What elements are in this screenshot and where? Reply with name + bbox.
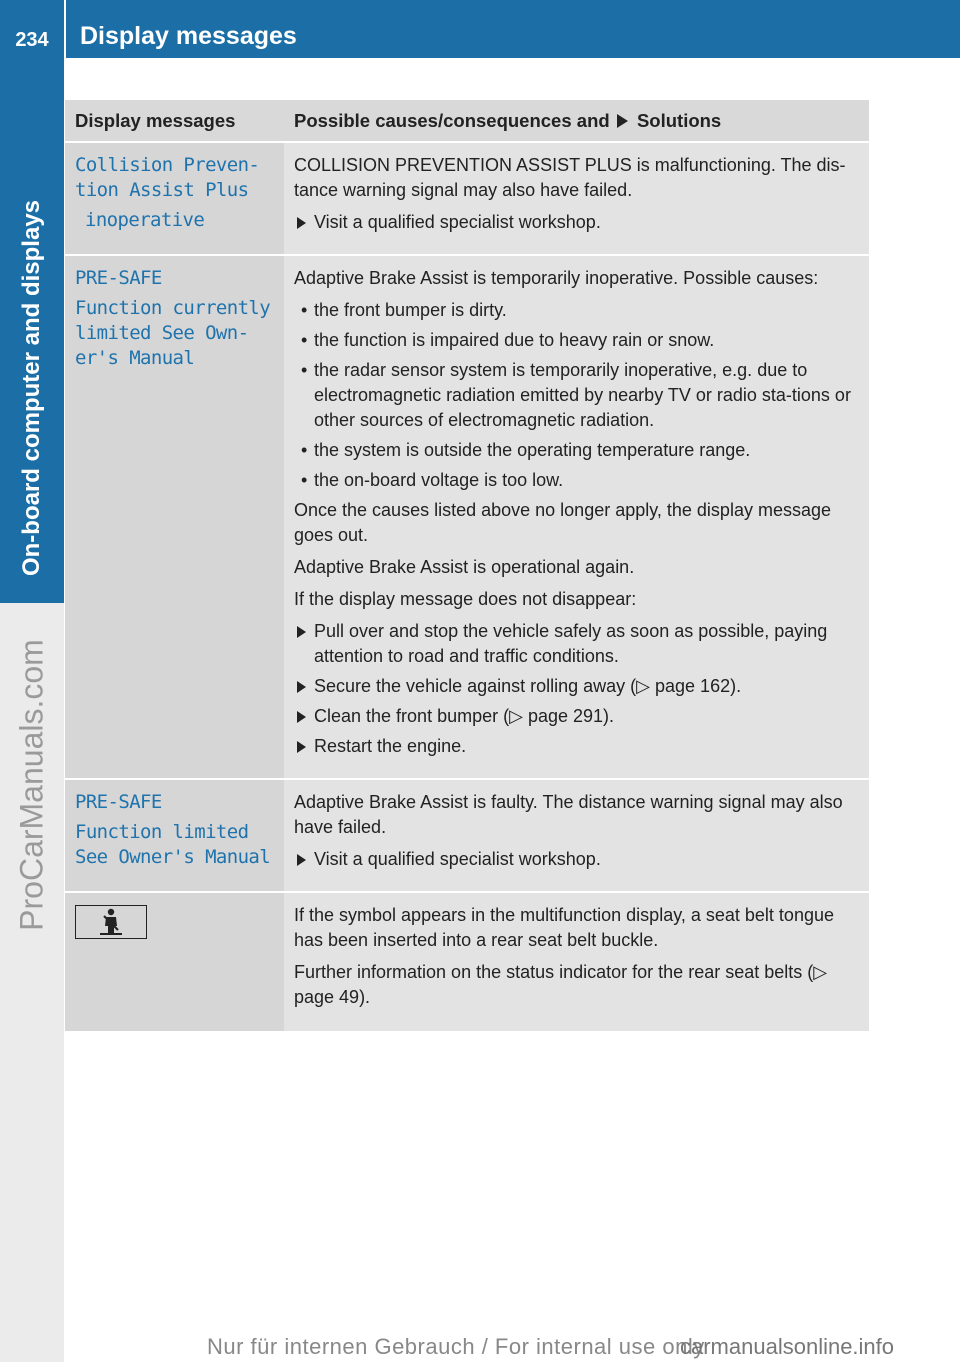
bullet-dot: •	[301, 360, 308, 380]
action-arrow-icon	[297, 711, 306, 723]
message-line: limited See Own-	[75, 322, 249, 344]
rear-seat-belt-icon	[75, 905, 147, 939]
message-line: inoperative	[85, 209, 205, 231]
message-line: er's Manual	[75, 347, 195, 369]
info-text: If the symbol appears in the multifunction display, a seat belt tongue has been inserted into a rear seat belt buckle.	[294, 905, 834, 950]
action-text: Secure the vehicle against rolling away (▷ page 162).	[314, 676, 742, 696]
message-line: See Owner's Manual	[75, 846, 271, 868]
side-tab-label: On-board computer and displays	[18, 199, 45, 577]
column-header-solutions-text: Possible causes/consequences and	[294, 110, 610, 131]
action-item	[294, 619, 860, 669]
action-arrow-icon	[297, 626, 306, 638]
header-divider	[64, 0, 66, 58]
cause-bullet	[294, 328, 860, 353]
footer-site-watermark: carmanualsonline.info	[680, 1334, 895, 1359]
action-item	[294, 704, 860, 729]
seat-belt-symbol	[94, 908, 128, 936]
page-title: Display messages	[80, 22, 297, 50]
action-arrow-icon	[297, 854, 306, 866]
footer-watermark: Nur für internen Gebrauch / For internal use only	[207, 1334, 705, 1359]
cause-text: Adaptive Brake Assist is faulty. The distance warning signal may also have failed.	[294, 792, 843, 837]
bullet-dot: •	[301, 300, 308, 320]
table-row	[65, 256, 869, 778]
action-item	[294, 847, 860, 872]
solution-cell	[284, 256, 869, 778]
action-text: Visit a qualified specialist workshop.	[314, 849, 601, 869]
side-watermark: ProCarManuals.com	[13, 639, 50, 931]
message-line: PRE-SAFE	[75, 267, 162, 289]
cause-bullet	[294, 438, 860, 463]
message-line: Function currently	[75, 297, 271, 319]
display-message-text	[75, 790, 275, 870]
message-line: Function limited	[75, 821, 249, 843]
cause-bullet	[294, 358, 860, 433]
action-item	[294, 674, 860, 699]
action-text: Clean the front bumper (▷ page 291).	[314, 706, 615, 726]
display-message-text	[75, 266, 275, 371]
message-cell	[65, 256, 284, 778]
info-text: Once the causes listed above no longer apply, the display message goes out.	[294, 500, 831, 545]
bullet-text: the function is impaired due to heavy rain or snow.	[314, 330, 715, 350]
cause-text: Adaptive Brake Assist is temporarily inoperative. Possible causes:	[294, 268, 819, 288]
column-header-solutions	[284, 100, 869, 141]
bullet-dot: •	[301, 330, 308, 350]
bullet-dot: •	[301, 440, 308, 460]
info-text: Further information on the status indicator for the rear seat belts (▷ page 49).	[294, 962, 828, 1007]
action-item	[294, 734, 860, 759]
display-messages-table	[65, 98, 869, 1033]
action-arrow-icon	[297, 217, 306, 229]
table-row	[65, 780, 869, 891]
action-text: Restart the engine.	[314, 736, 467, 756]
cause-bullet	[294, 468, 860, 493]
action-text: Pull over and stop the vehicle safely as soon as possible, paying attention to road and traffic conditions.	[314, 621, 828, 666]
bullet-text: the radar sensor system is temporarily inoperative, e.g. due to electromagnetic radiation emitted by nearby TV or radio sta-tions or other sources of electromagnetic radiation.	[314, 360, 851, 430]
solutions-arrow-icon	[617, 114, 628, 128]
solution-cell	[284, 143, 869, 254]
table-row	[65, 143, 869, 254]
page-header	[0, 0, 960, 58]
side-section-tab	[0, 58, 64, 603]
display-message-text	[75, 153, 275, 233]
cause-text: COLLISION PREVENTION ASSIST PLUS is malfunctioning. The dis-tance warning signal may also have failed.	[294, 155, 846, 200]
message-line: tion Assist Plus	[75, 179, 249, 201]
table-header-row	[65, 100, 869, 141]
bullet-text: the front bumper is dirty.	[314, 300, 507, 320]
solution-cell	[284, 780, 869, 891]
info-text: If the display message does not disappear:	[294, 589, 637, 609]
column-header-solutions-label: Solutions	[636, 110, 722, 131]
table-row	[65, 893, 869, 1031]
message-line: Collision Preven-	[75, 154, 260, 176]
info-text: Adaptive Brake Assist is operational again.	[294, 557, 635, 577]
bullet-dot: •	[301, 470, 308, 490]
bullet-text: the system is outside the operating temperature range.	[314, 440, 751, 460]
action-arrow-icon	[297, 681, 306, 693]
column-header-messages: Display messages	[65, 100, 284, 141]
bullet-text: the on-board voltage is too low.	[314, 470, 564, 490]
action-arrow-icon	[297, 741, 306, 753]
cause-bullet	[294, 298, 860, 323]
solution-cell	[284, 893, 869, 1031]
action-text: Visit a qualified specialist workshop.	[314, 212, 601, 232]
action-item	[294, 210, 860, 235]
message-cell	[65, 143, 284, 254]
message-line: PRE-SAFE	[75, 791, 162, 813]
message-cell	[65, 780, 284, 891]
message-cell	[65, 893, 284, 1031]
page-number: 234	[15, 29, 49, 51]
